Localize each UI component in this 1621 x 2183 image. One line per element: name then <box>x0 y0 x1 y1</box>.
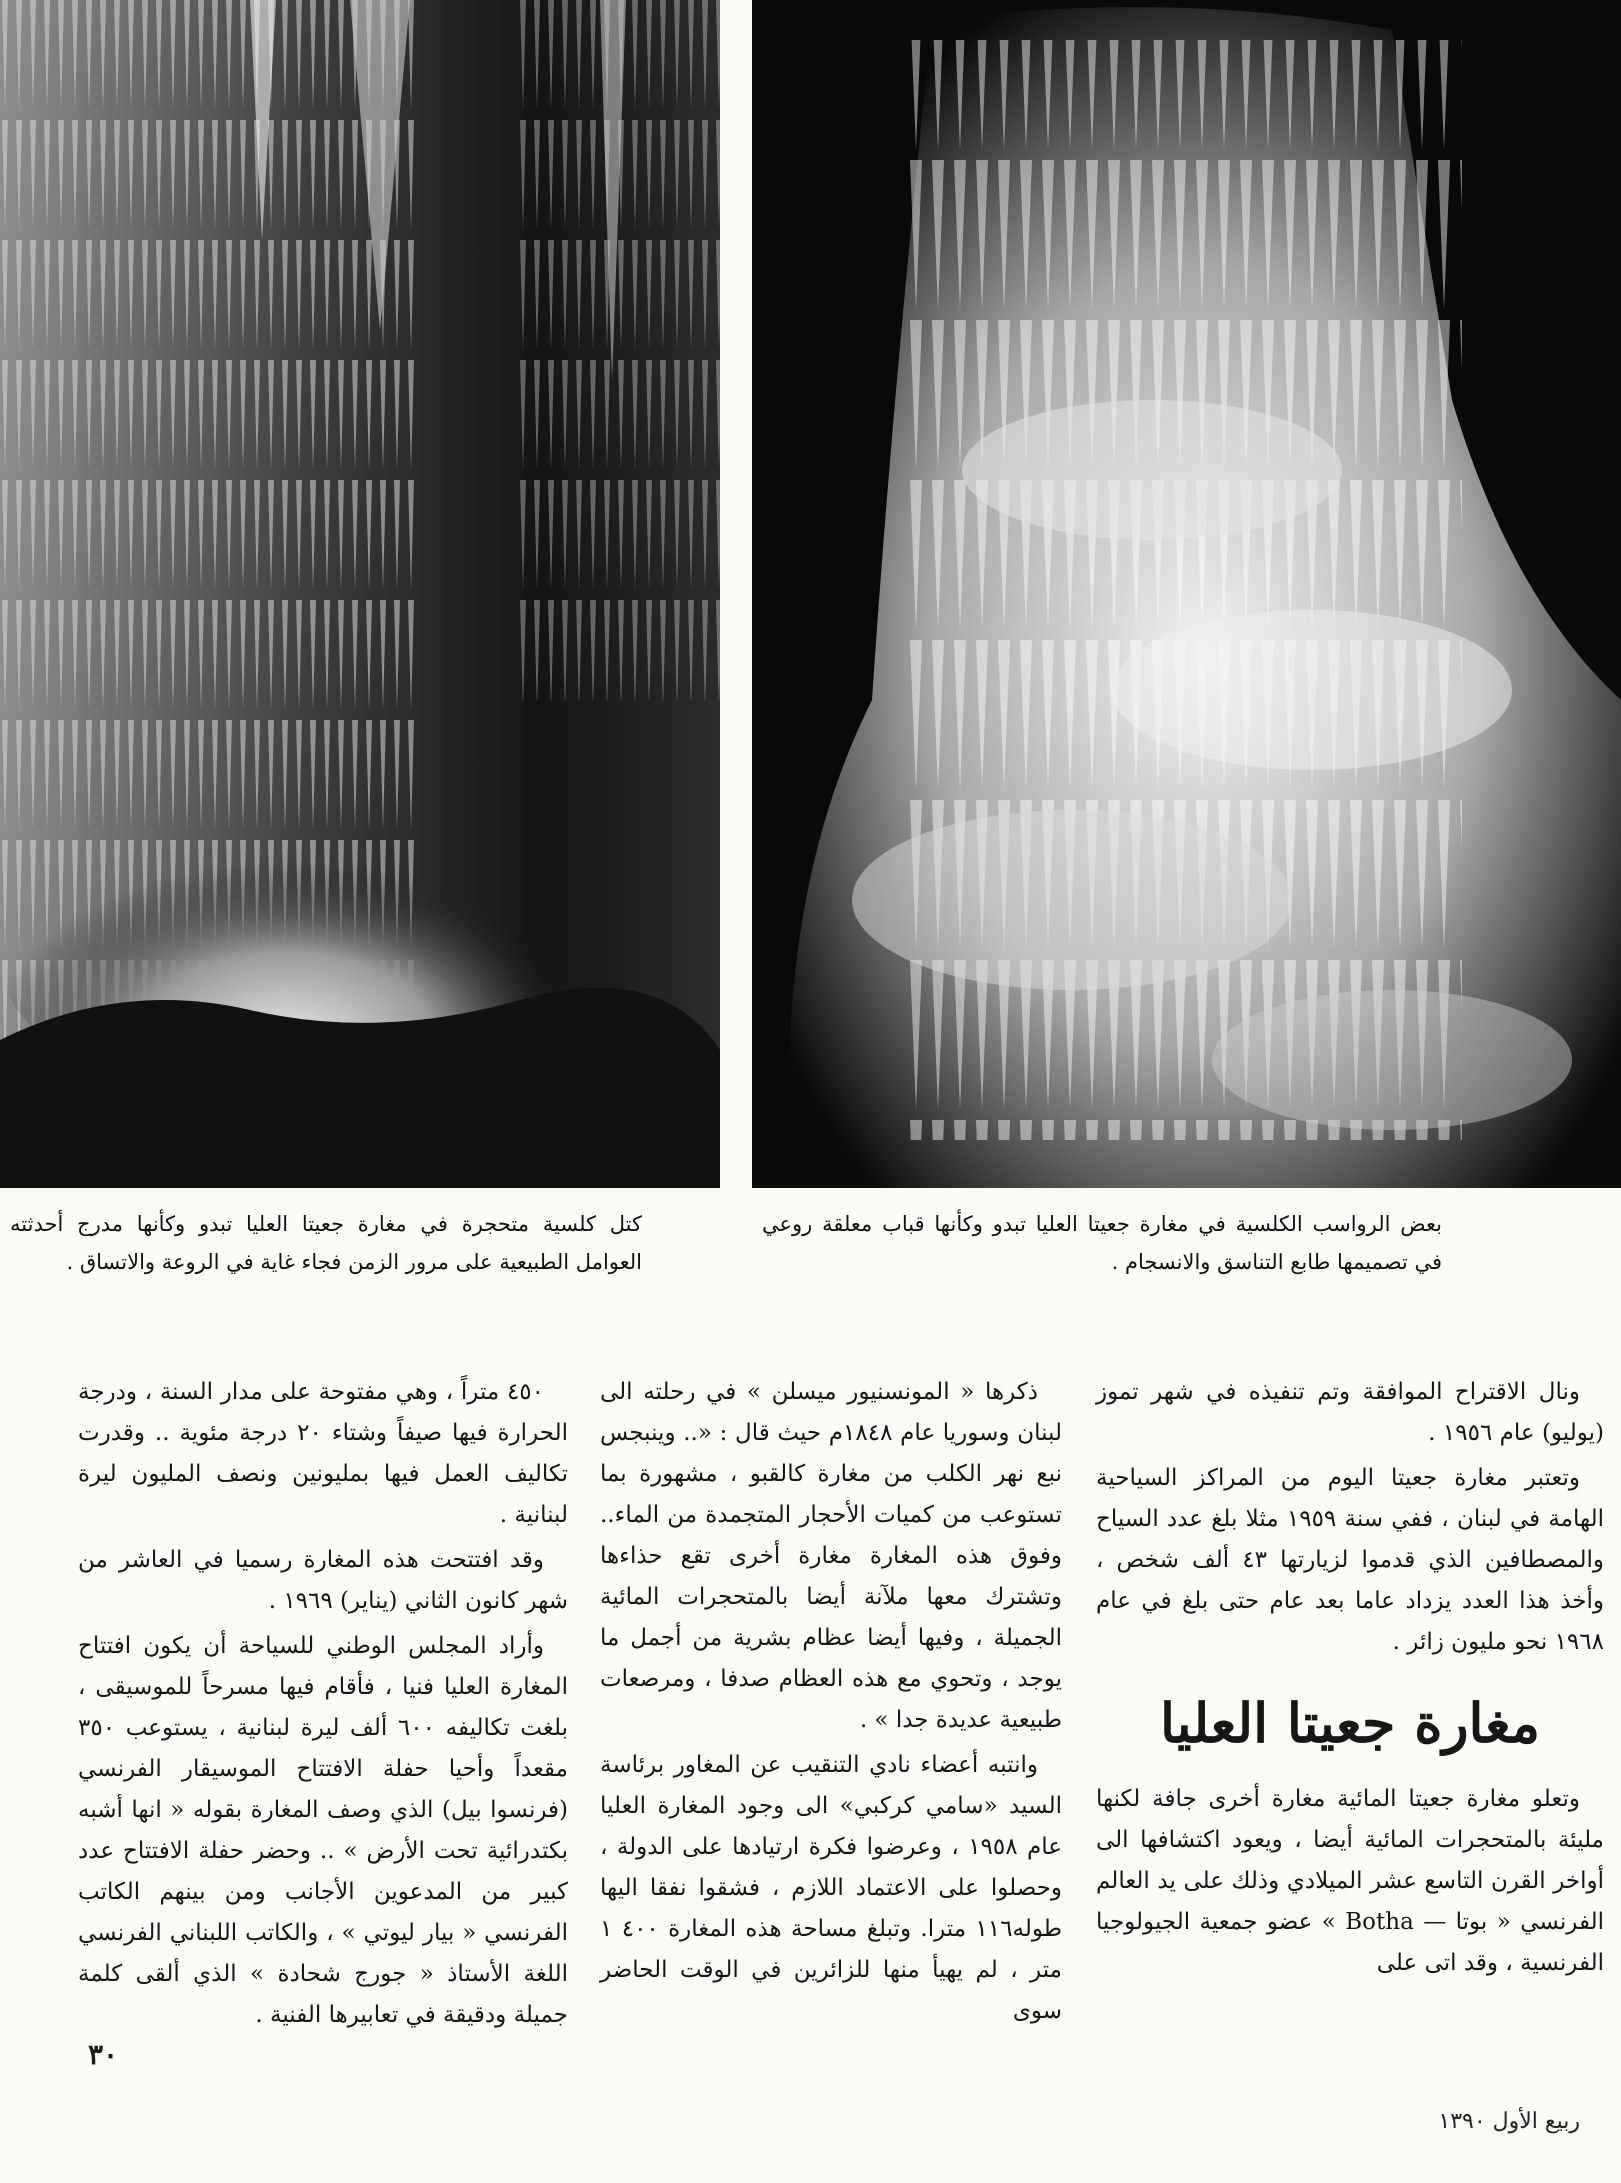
paragraph: وانتبه أعضاء نادي التنقيب عن المغاور برئاسة السيد «سامي كركبي» الى وجود المغارة العليا عام ١٩٥٨ ، وعرضوا فكرة ارتيادها على الدولة ، وحصلوا على الاعتماد اللازم ، فشقوا نفقا اليها طوله١١٦ مترا. وتبلغ مساحة هذه المغارة ٤٠٠ ١ متر ، لم يهيأ منها للزائرين في الوقت الحاضر سوى <box>600 1752 1063 2024</box>
paragraph: وأراد المجلس الوطني للسياحة أن يكون افتتاح المغارة العليا فنيا ، فأقام فيها مسرحاً للموسيقى ، بلغت تكاليفه ٦٠٠ ألف ليرة لبنانية ، يستوعب ٣٥٠ مقعداً وأحيا حفلة الافتتاح الموسيقار الفرنسي (فرنسوا بيل) الذي وصف المغارة بقوله « انها أشبه بكتدرائية تحت الأرض » .. وحضر حفلة الافتتاح عدد كبير من المدعوين الأجانب ومن بينهم الكاتب الفرنسي « بيار ليوتي » ، والكاتب اللبناني الفرنسي اللغة الأستاذ « جورج شحادة » الذي ألقى كلمة جميلة ودقيقة في تعابيرها الفنية . <box>78 1633 568 2028</box>
photo-caption-left: كتل كلسية متحجرة في مغارة جعيتا العليا تبدو وكأنها مدرج أحدثته العوامل الطبيعية على مرور الزمن فجاء غاية في الروعة والاتساق . <box>10 1212 642 1274</box>
paragraph: ذكرها « المونسنيور ميسلن » في رحلته الى لبنان وسوريا عام ١٨٤٨م حيث قال : «.. وينبجس نبع نهر الكلب من مغارة كالقبو ، مشهورة بما تستوعب من كميات الأحجار المتجمدة من الماء.. وفوق هذه المغارة مغارة أخرى تقع حذاءها وتشترك معها ملآنة أيضا بالمتحجرات المائية الجميلة ، وفيها أيضا عظام بشرية من أجمل ما يوجد ، وتحوي مع هذه العظام صدفا ، ومرصعات طبيعية عديدة جدا » . <box>600 1379 1062 1733</box>
article-column-right <box>1096 1372 1604 1988</box>
photo-caption-right: بعض الرواسب الكلسية في مغارة جعيتا العليا تبدو وكأنها قباب معلقة روعي في تصميمها طابع التناسق والانسجام . <box>762 1212 1442 1274</box>
paragraph: ونال الاقتراح الموافقة وتم تنفيذه في شهر تموز (يوليو) عام ١٩٥٦ . <box>1096 1379 1604 1446</box>
paragraph: ٤٥٠ متراً ، وهي مفتوحة على مدار السنة ، ودرجة الحرارة فيها صيفاً وشتاء ٢٠ درجة مئوية .. وقدرت تكاليف العمل فيها بمليونين ونصف المليون ليرة لبنانية . <box>78 1379 569 1528</box>
article-title: مغارة جعيتا العليا <box>1159 1691 1540 1755</box>
cave-stalactites-photo <box>0 0 720 1188</box>
article-column-middle <box>600 1372 1062 2036</box>
paragraph: وتعتبر مغارة جعيتا اليوم من المراكز السياحية الهامة في لبنان ، ففي سنة ١٩٥٩ مثلا بلغ عدد السياح والمصطافين الذي قدموا لزيارتها ٤٣ ألف شخص ، وأخذ هذا العدد يزداد عاما بعد عام حتى بلغ في عام ١٩٦٨ نحو مليون زائر . <box>1096 1465 1604 1655</box>
issue-date: ربيع الأول ١٣٩٠ <box>1438 2109 1580 2134</box>
paragraph: وقد افتتحت هذه المغارة رسميا في العاشر من شهر كانون الثاني (يناير) ١٩٦٩ . <box>78 1547 568 1614</box>
dripstone-illustration <box>752 0 1621 1188</box>
stalactites-illustration <box>0 0 720 1188</box>
article-column-left <box>78 1372 568 2040</box>
cave-dripstone-domes-photo <box>752 0 1621 1188</box>
paragraph: وتعلو مغارة جعيتا المائية مغارة أخرى جافة لكنها مليئة بالمتحجرات المائية أيضا ، ويعود اكتشافها الى أواخر القرن التاسع عشر الميلادي وذلك على يد العالم الفرنسي « بوتا — Botha » عضو جمعية الجيولوجيا الفرنسية ، وقد اتى على <box>1096 1786 1605 1976</box>
page-number: ٣٠ <box>88 2038 119 2071</box>
